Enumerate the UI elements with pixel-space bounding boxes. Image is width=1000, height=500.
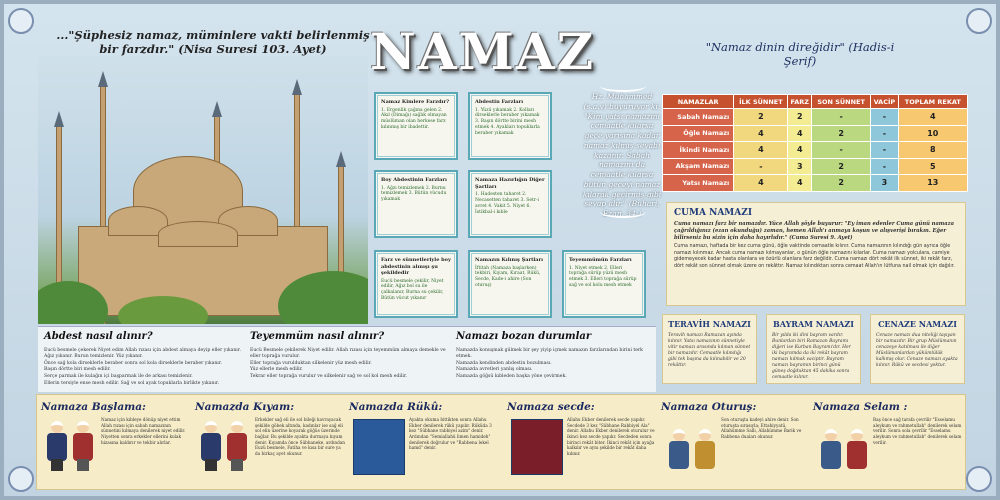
person-figure-icon <box>199 421 223 471</box>
col-header: FARZ <box>788 95 812 109</box>
step-selam: Namaza Selam : Baş önce sağ tarafa çevrilir "Esselamu aleykum ve rahmetullah" denilerek selam verilir. Sonra sola çevrilir "Esselamu aleykum ve rahmetullah" denilerek selam verilir. <box>813 401 965 485</box>
col-header: İLK SÜNNET <box>734 95 788 109</box>
person-figure-icon <box>667 429 691 479</box>
table-row: Akşam Namazı - 3 2 - 5 <box>663 158 968 175</box>
cuma-body: Cuma namazı, haftada bir kez cuma günü, öğle vaktinde cemaatle kılınır. Cuma namazının kılındığı gün ayrıca öğle namazı kılınmaz. Ancak cuma namazı kılmayanlar, o günün öğle namazını kılarlar. Cuma namazı yolculara, camiye gidemeyecek kadar hasta olanlara ve özürlü olanlara farz değildir. Cuma namazı dört rekât ilk sünnet, iki rekât farz, dört rekât son sünnet olmak üzere on rekâttır. Namaz kılındıktan sonra cemaat Allah'ın lütfuna nail olmak için dağılır. <box>674 244 955 269</box>
prayer-rakat-table <box>662 94 968 192</box>
card-teyemmum-farzlari: Teyemmümün Farzları 1. Niyet etmek 2. Elleri toprağa sürüp yüzü mesh etmek 3. Elleri toprağa sürüp sağ ve sol kolu mesh etmek <box>562 250 646 318</box>
table-row: İkindi Namazı 4 4 - - 8 <box>663 142 968 159</box>
teravih-section: TERAVİH NAMAZI Teravih namazı Ramazan ayında kılınır. Yatsı namazının sünnetiyle vitir namazı arasında kılınan sünnet bir namazdır. Cemaatle kılındığı gibi tek başına da kılınabilir ve 20 rekâttır. <box>662 314 757 384</box>
card-namaz-kimlere: Namaz Kimlere Farzdır? 1. Ergenlik çağına gelen 2. Akıl (Dimağı) sağlık olmayan müslüman olan herkese farz kılınmış bir ibadettir. <box>374 92 458 160</box>
corner-ornament <box>966 466 992 492</box>
card-hazirlik-sartlari: Namaza Hazırlığın Diğer Şartları 1. Hadesten taharet 2. Necasetten taharet 3. Setr-i avret 4. Vakit 5. Niyet 6. İstikbal-i kıble <box>468 170 552 238</box>
step-oturus: Namaza Oturuş: Son oturuşta kadeyi ahire denir. Son oturuşta sırasıyla; Ettahiyyatü, Allahümme Salli, Allahümme Barik ve Rabbena duaları okunur. <box>661 401 813 485</box>
table-row: Öğle Namazı 4 4 2 - 10 <box>663 125 968 142</box>
table-row: Yatsı Namazı 4 4 2 3 13 <box>663 175 968 192</box>
col-header: NAMAZLAR <box>663 95 734 109</box>
corner-ornament <box>966 8 992 34</box>
table-row: Sabah Namazı 2 2 - - 4 <box>663 109 968 126</box>
section-title: CUMA NAMAZI <box>674 208 753 218</box>
corner-ornament <box>8 8 34 34</box>
secde-figure-icon <box>511 419 563 475</box>
ruku-figure-icon <box>353 419 405 475</box>
card-boy-abdesti: Boy Abdestinin Farzları 1. Ağzı temizlemek 2. Burnu temizlemek 3. Bütün vücudu yıkamak <box>374 170 458 238</box>
person-figure-icon <box>71 421 95 471</box>
teyemmum-section: Teyemmüm nasıl alınır? Eucü Besmele çekilerek Niyet edilir. Allah rızası için teyemmüm almaya demekle ve eller toprağa vurulur. Eller toprağa vurulduktan silkelenir yüz mesh edilir. Yüz ellerle mesh edilir. Tekrar eller toprağa vurulur ve silkelenir sağ ve sol kol mesh edilir. <box>250 331 446 380</box>
step-ruku: Namazda Rükû: Ayakta okuma bittikten sonra Allahu Ekber denilerek rükû yapılır. Rükûda 3 kez "Sübhane rabbiyel azim" denir. Ardından "Semiallahü limen hamideh" denilerek doğrulur ve "Rabbena lekel hamd" denir. <box>349 401 501 485</box>
nisa-quote: ..."Şüphesiz namaz, müminlere vakti belirlenmiş bir farzdır." (Nisa Suresi 103. Ayet) <box>56 28 370 57</box>
ornament <box>600 206 646 218</box>
prayer-steps <box>36 394 966 490</box>
abdest-section: Abdest nasıl alınır? Eucü besmele çekerek Niyet edim Allah rızası için abdest almaya deyip eller yıkanır. Ağız yıkanır. Burun temizlenir. Yüz yıkanır. Önce sağ kola dirseklerle beraber sonra sol kola dirseklerle beraber yıkanır. Başın dörtte biri mesh edilir. Serçe parmak ile kulağın içi başparmak ile de arkası temizlenir. Ellerin tersiyle ense mesh edilir. Sağ ve sol ayak topuklarla birlikte yıkanır. <box>44 331 241 386</box>
card-boy-abdesti-alinisi: Farz ve sünnetleriyle boy abdestinin alınışı şu şekildedir Eucü besmele çekilir, Niyet edilir, Ağız bol su ile çalkalanır, Burna su çekilir, Bütün vücut yıkanır <box>374 250 458 318</box>
person-figure-icon <box>225 421 249 471</box>
mosque-image <box>38 56 368 324</box>
hadis-quote: "Namaz dinin direğidir" (Hadis-i Şerif) <box>705 40 895 68</box>
person-figure-icon <box>45 421 69 471</box>
cuma-intro: Cuma namazı farz bir namazdır. Yüce Allah şöyle buyurur: "Ey iman edenler Cuma günü namaza çağrıldığınız (ezan okunduğu) zaman, hemen Allah'ı anmaya koşun ve alışverişi bırakın. Eğer bilirseniz bu sizin için daha hayırlıdır." (Cuma Suresi 9. Ayet) <box>674 221 954 242</box>
col-header: TOPLAM REKAT <box>898 95 967 109</box>
hadith-verse: Hz. Muhammed (s.a.v) buyuruyor ki: "Kim yatsı namazını cemaatle kılarsa gece yarısına kadar namaz kılmış sevabı kazanır. Sabah namazını da cemaatle kılarsa bütün geceyi namaz kılarak geçirmiş gibi sevap alır." (Buhari, Ezan, 34.) <box>582 92 662 218</box>
card-kilinis-sartlari: Namazın Kılınış Şartları İftitah (Namaza başlarken) tekbiri, Kıyam, Kıraat, Rükû, Secde, Kade-i ahire (Son oturuş) <box>468 250 552 318</box>
page-title: NAMAZ <box>370 22 596 81</box>
cuma-namazi-section <box>666 202 966 306</box>
card-abdest-farzlari: Abdestin Farzları 1. Yüzü yıkamak 2. Kolları dirseklerle beraber yıkamak 3. Başın dörtte birini mesh etmek 4. Ayakları topuklarla beraber yıkamak <box>468 92 552 160</box>
col-header: VACİP <box>871 95 898 109</box>
step-secde: Namaza secde: Allahu Ekber denilerek secde yapılır. Secdede 3 kez "Sübhane Rabbiyel Ala" denir. Allahu Ekber denilerek oturulur ve ikinci kez secde yapılır. Secdeden sonra birinci rekât biter. İkinci rekât için ayağa kalkılır ve aynı şekilde bir rekât daha kılınır. <box>507 401 659 485</box>
ornament <box>600 80 646 92</box>
bayram-section: BAYRAM NAMAZI Bir yılda iki dini bayram vardır. Bunlardan biri Ramazan Bayramı diğeri ise Kurban Bayramı'dır. Her iki bayramda da iki rekât bayram namazı kılmak vaciptir. Bayram namazı bayramın birinci günü güneş doğduktan 45 dakika sonra cemaatle kılınır. <box>766 314 861 384</box>
person-figure-icon <box>693 429 717 479</box>
bozan-section: Namazı bozan durumlar Namazda konuşmak gülmek bir şey yiyip içmek namazın farzlarından birini terk etmek. Namazda kendinden abdestin bozulması. Namazda avretleri yanlış olması. Namazda göğsü kıbleden başka yöne çevirmek. <box>456 331 643 380</box>
step-baslama: Namaza Başlama: Namaz için kıbleye dönüp niyet ettim Allah rızası için sabah namazının sünnetini kılmaya denilerek niyet edilir. Niyetten sonra erkekler ellerini kulak hizasına kaldırır ve tekbir alırlar. <box>41 401 193 485</box>
corner-ornament <box>8 466 34 492</box>
step-kiyam: Namazda Kıyam: Erkekler sağ eli ile sol bileği kavrayacak şekilde göbek altında, kadınlar ise sağ eli sol elin üzerine koyarak göğüs üzerinde bağlar. Bu şekilde ayakta durmaya kıyam denir. Kıyamda önce Sübhaneke, ardından Euzü besmele, Fatiha ve kısa bir sure ya da birkaç ayet okunur. <box>195 401 347 485</box>
person-figure-icon <box>819 429 843 479</box>
cenaze-section: CENAZE NAMAZI Cenaze namazı dua niteliği taşıyan bir namazdır. Bir grup Müslümanın cenazeye katılması ile diğer Müslümanlardan yükümlülük kalkmış olur. Cenaze namazı ayakta kılınır. Rükû ve secdesi yoktur. <box>870 314 965 384</box>
col-header: SON SÜNNET <box>812 95 871 109</box>
person-figure-icon <box>845 429 869 479</box>
